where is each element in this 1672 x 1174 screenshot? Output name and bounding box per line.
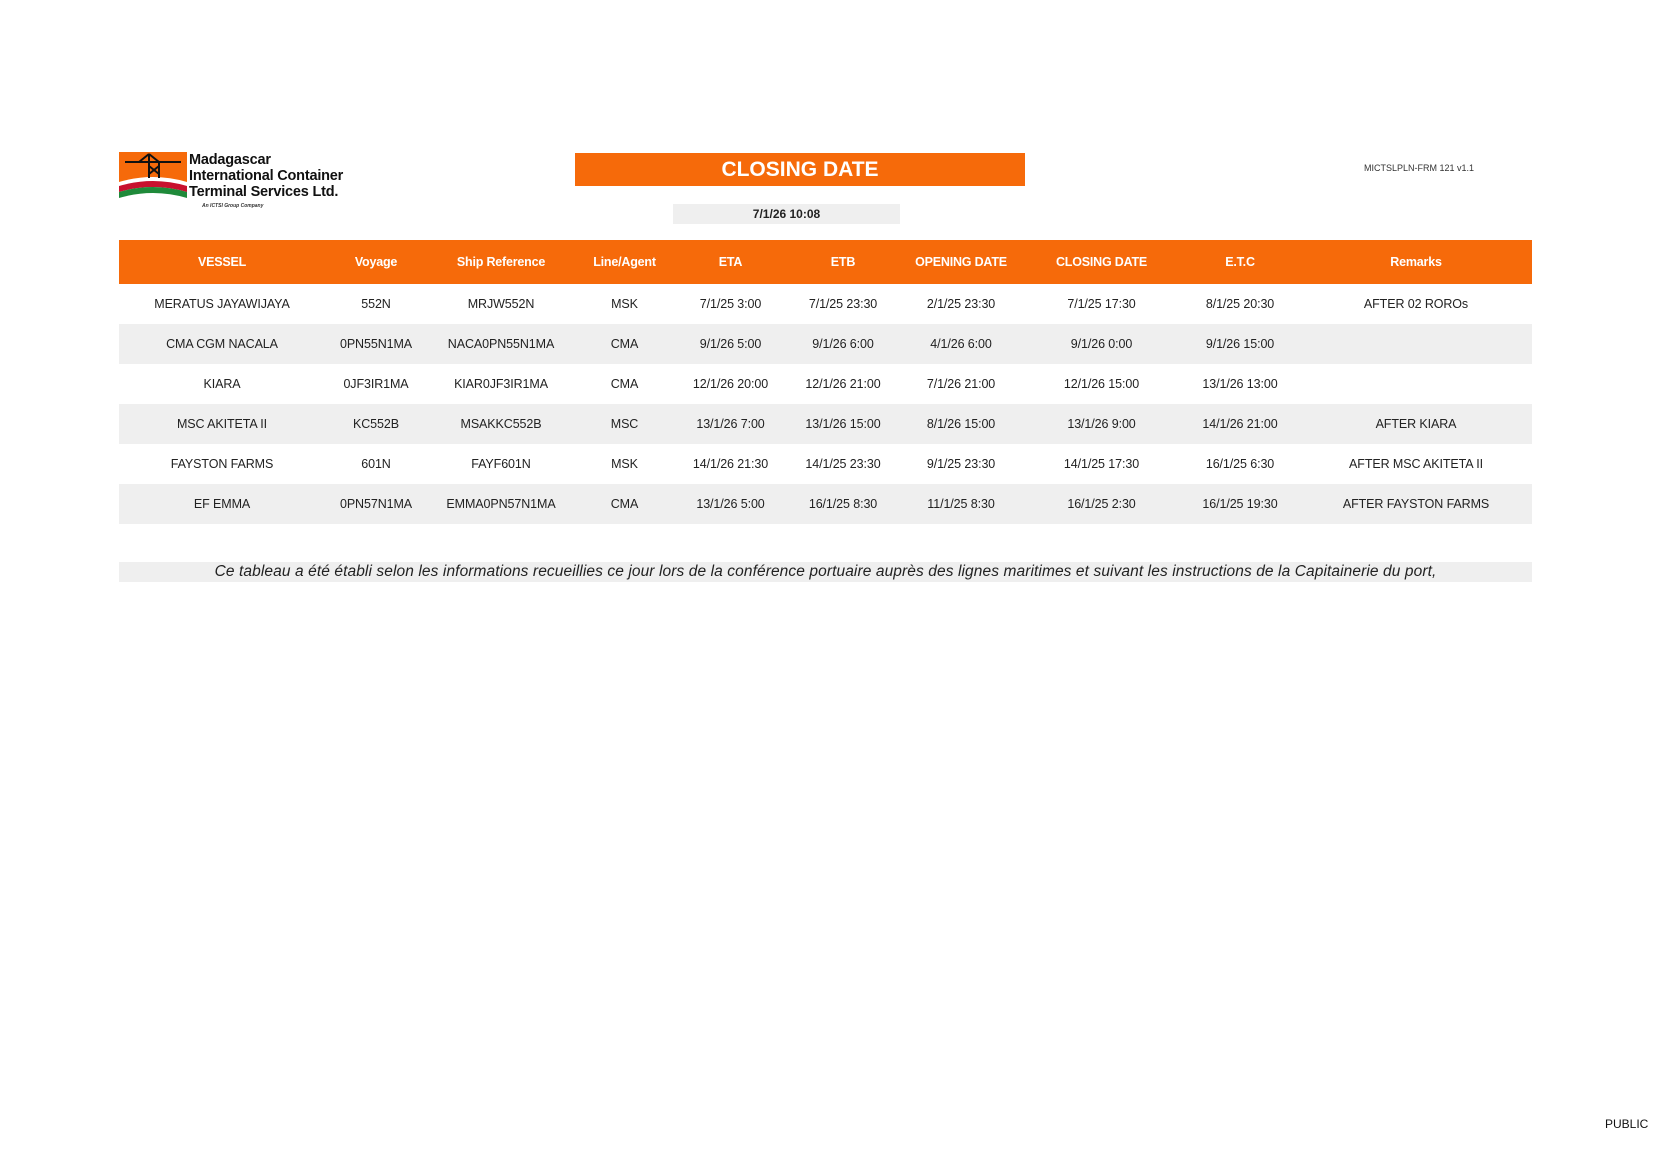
cell-eta: 13/1/26 7:00 — [674, 404, 787, 444]
company-name-line2: International Container — [189, 168, 344, 184]
cell-etc: 9/1/26 15:00 — [1180, 324, 1300, 364]
cell-etb: 9/1/26 6:00 — [787, 324, 899, 364]
table-row — [119, 484, 1532, 524]
cell-eta: 7/1/25 3:00 — [699, 297, 762, 311]
cell-voyage: 0JF3IR1MA — [343, 377, 409, 391]
cell-closing-date: 12/1/26 15:00 — [1063, 377, 1140, 391]
classification-label: PUBLIC — [1605, 1117, 1649, 1131]
table-row — [119, 404, 1532, 444]
cell-eta: 13/1/26 5:00 — [674, 484, 787, 524]
company-name-line3: Terminal Services Ltd. — [189, 184, 339, 200]
form-reference: MICTSLPLN-FRM 121 v1.1 — [1364, 163, 1475, 173]
cell-closing-date: 9/1/26 0:00 — [1023, 324, 1180, 364]
cell-remarks: AFTER 02 ROROs — [1363, 297, 1469, 311]
cell-ship-reference: KIAR0JF3IR1MA — [454, 377, 548, 391]
cell-vessel: EF EMMA — [119, 484, 325, 524]
column-header-voyage: Voyage — [325, 240, 427, 284]
cell-voyage: KC552B — [325, 404, 427, 444]
cell-closing-date: 14/1/25 17:30 — [1063, 457, 1140, 471]
cell-opening-date: 7/1/26 21:00 — [926, 377, 996, 391]
cell-closing-date: 13/1/26 9:00 — [1023, 404, 1180, 444]
cell-etb: 16/1/25 8:30 — [787, 484, 899, 524]
cell-ship-reference: MRJW552N — [467, 297, 535, 311]
cell-remarks: AFTER MSC AKITETA II — [1349, 457, 1483, 471]
cell-eta: 9/1/26 5:00 — [674, 324, 787, 364]
cell-vessel: MSC AKITETA II — [119, 404, 325, 444]
cell-etc: 16/1/25 6:30 — [1205, 457, 1275, 471]
cell-etb: 7/1/25 23:30 — [808, 297, 878, 311]
cell-vessel: FAYSTON FARMS — [170, 457, 274, 471]
cell-etc: 14/1/26 21:00 — [1180, 404, 1300, 444]
crane-logo-icon — [119, 152, 187, 200]
cell-voyage: 552N — [361, 297, 391, 311]
cell-etb: 14/1/25 23:30 — [805, 457, 881, 471]
company-name-line1: Madagascar — [189, 152, 271, 168]
cell-ship-reference: EMMA0PN57N1MA — [427, 484, 575, 524]
cell-vessel: KIARA — [203, 377, 241, 391]
cell-ship-reference: FAYF601N — [471, 457, 531, 471]
cell-etc: 16/1/25 19:30 — [1180, 484, 1300, 524]
cell-remarks: AFTER KIARA — [1300, 404, 1532, 444]
column-header-etc: E.T.C — [1180, 240, 1300, 284]
cell-ship-reference: NACA0PN55N1MA — [427, 324, 575, 364]
page-title: CLOSING DATE — [575, 153, 1025, 186]
report-datetime: 7/1/26 10:08 — [673, 204, 900, 224]
cell-opening-date: 9/1/25 23:30 — [926, 457, 996, 471]
cell-line-agent: MSK — [611, 297, 638, 311]
table-row — [119, 364, 1532, 404]
cell-remarks — [1300, 324, 1532, 364]
cell-line-agent: MSC — [575, 404, 674, 444]
column-header-vessel: VESSEL — [119, 240, 325, 284]
cell-vessel: MERATUS JAYAWIJAYA — [154, 297, 290, 311]
cell-closing-date: 7/1/25 17:30 — [1067, 297, 1136, 311]
table-row — [119, 284, 1532, 324]
cell-opening-date: 2/1/25 23:30 — [926, 297, 996, 311]
cell-etb: 13/1/26 15:00 — [787, 404, 899, 444]
company-name — [189, 152, 343, 200]
column-header-opening-date: OPENING DATE — [899, 240, 1023, 284]
cell-closing-date: 16/1/25 2:30 — [1023, 484, 1180, 524]
cell-etc: 8/1/25 20:30 — [1205, 297, 1275, 311]
cell-etc: 13/1/26 13:00 — [1202, 377, 1278, 391]
column-header-etb: ETB — [787, 240, 899, 284]
column-header-line-agent: Line/Agent — [575, 240, 674, 284]
cell-etb: 12/1/26 21:00 — [805, 377, 881, 391]
column-header-remarks: Remarks — [1300, 240, 1532, 284]
cell-line-agent: MSK — [611, 457, 638, 471]
column-header-eta: ETA — [674, 240, 787, 284]
cell-voyage: 0PN57N1MA — [325, 484, 427, 524]
cell-opening-date: 8/1/26 15:00 — [899, 404, 1023, 444]
cell-ship-reference: MSAKKC552B — [427, 404, 575, 444]
company-tagline: An ICTSI Group Company — [202, 203, 264, 209]
column-header-closing-date: CLOSING DATE — [1023, 240, 1180, 284]
company-logo — [119, 152, 359, 212]
closing-date-table — [119, 240, 1532, 524]
footer-note: Ce tableau a été établi selon les informations recueillies ce jour lors de la conférence portuaire auprès des lignes maritimes et suivant les instructions de la Capitainerie du port, — [119, 562, 1532, 582]
cell-line-agent: CMA — [610, 377, 639, 391]
cell-opening-date: 4/1/26 6:00 — [899, 324, 1023, 364]
column-header-ship-reference: Ship Reference — [427, 240, 575, 284]
cell-vessel: CMA CGM NACALA — [119, 324, 325, 364]
cell-line-agent: CMA — [575, 484, 674, 524]
table-row — [119, 444, 1532, 484]
cell-voyage: 0PN55N1MA — [325, 324, 427, 364]
cell-eta: 12/1/26 20:00 — [692, 377, 769, 391]
cell-eta: 14/1/26 21:30 — [692, 457, 769, 471]
cell-voyage: 601N — [361, 457, 391, 471]
cell-line-agent: CMA — [575, 324, 674, 364]
cell-remarks — [1300, 364, 1532, 404]
cell-opening-date: 11/1/25 8:30 — [899, 484, 1023, 524]
cell-remarks: AFTER FAYSTON FARMS — [1300, 484, 1532, 524]
table-header-row — [119, 240, 1532, 284]
table-row — [119, 324, 1532, 364]
